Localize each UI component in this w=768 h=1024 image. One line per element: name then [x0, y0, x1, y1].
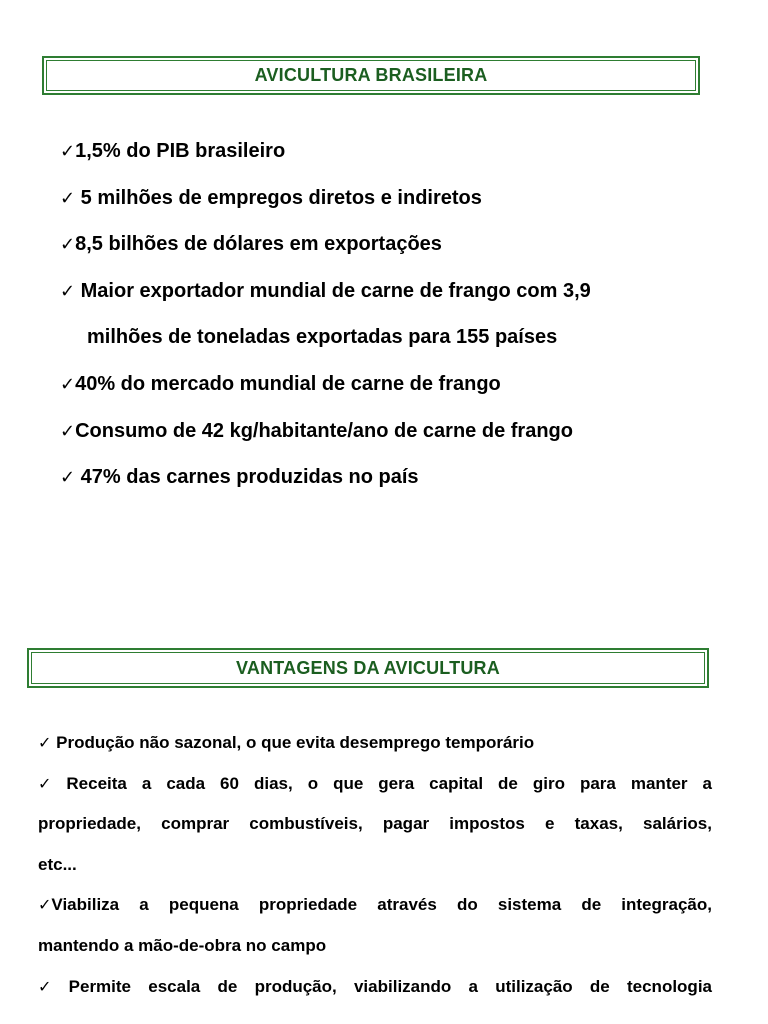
- fact-item-maior-exportador-continuation: [60, 320, 750, 367]
- vantagem-text: Receita a cada 60 dias, o que gera capital de giro para manter a: [51, 773, 712, 793]
- section-title-inner-border: [31, 652, 705, 684]
- section-title-vantagens-da-avicultura: VANTAGENS DA AVICULTURA: [236, 657, 500, 678]
- fact-text: 1,5% do PIB brasileiro: [75, 140, 286, 162]
- vantagem-text: Permite escala de produção, viabilizando a utilização de tecnologia: [51, 976, 712, 996]
- section-title-box-vantagens: [27, 648, 709, 688]
- fact-item-maior-exportador: [60, 274, 750, 321]
- checkmark-icon: ✓: [60, 280, 76, 302]
- checkmark-icon: ✓: [60, 234, 76, 256]
- fact-item-exportacoes: [60, 227, 750, 274]
- section-title-inner-border: [46, 60, 696, 91]
- section-title-box-avicultura-brasileira: [42, 56, 700, 95]
- fact-item-consumo: [60, 414, 750, 461]
- vantagem-item-pequena-propriedade-continuation: [38, 929, 712, 970]
- vantagem-text: etc...: [38, 854, 77, 874]
- vantagem-text: Produção não sazonal, o que evita desemprego temporário: [51, 733, 535, 752]
- vantagem-item-receita: [38, 767, 712, 808]
- checkmark-icon: ✓: [38, 895, 52, 915]
- checkmark-icon: ✓: [38, 976, 52, 996]
- fact-item-carnes-produzidas: [60, 460, 750, 507]
- vantagem-item-receita-continuation: [38, 807, 712, 848]
- fact-text: 47% das carnes produzidas no país: [75, 466, 419, 489]
- fact-text: 40% do mercado mundial de carne de frango: [75, 372, 501, 395]
- vantagem-text: propriedade, comprar combustíveis, pagar impostos e taxas, salários,: [38, 814, 712, 834]
- vantagem-item-producao: [38, 726, 712, 767]
- vantagem-item-pequena-propriedade: [38, 888, 712, 929]
- fact-item-empregos: [60, 181, 750, 228]
- checkmark-icon: ✓: [60, 373, 76, 395]
- fact-text: 5 milhões de empregos diretos e indiretos: [75, 186, 482, 209]
- checkmark-icon: ✓: [60, 141, 76, 162]
- checkmark-icon: ✓: [60, 187, 76, 209]
- vantagem-text: mantendo a mão-de-obra no campo: [38, 935, 327, 955]
- vantagens-list: [38, 726, 712, 1010]
- checkmark-icon: ✓: [60, 467, 76, 489]
- fact-item-pib: [60, 134, 750, 181]
- fact-item-mercado-mundial: [60, 367, 750, 414]
- fact-text: 8,5 bilhões de dólares em exportações: [75, 233, 442, 256]
- fact-text: milhões de toneladas exportadas para 155 países: [87, 326, 558, 349]
- checkmark-icon: ✓: [38, 773, 52, 793]
- checkmark-icon: ✓: [38, 733, 52, 752]
- vantagem-item-escala-producao: [38, 970, 712, 1011]
- checkmark-icon: ✓: [60, 420, 76, 442]
- vantagem-text: Viabiliza a pequena propriedade através do sistema de integração,: [51, 895, 712, 915]
- fact-text: Consumo de 42 kg/habitante/ano de carne de frango: [75, 419, 573, 442]
- avicultura-facts-list: [60, 134, 750, 507]
- section-title-avicultura-brasileira: AVICULTURA BRASILEIRA: [254, 65, 488, 85]
- vantagem-item-receita-continuation-end: [38, 848, 712, 889]
- fact-text: Maior exportador mundial de carne de frango com 3,9: [75, 279, 591, 302]
